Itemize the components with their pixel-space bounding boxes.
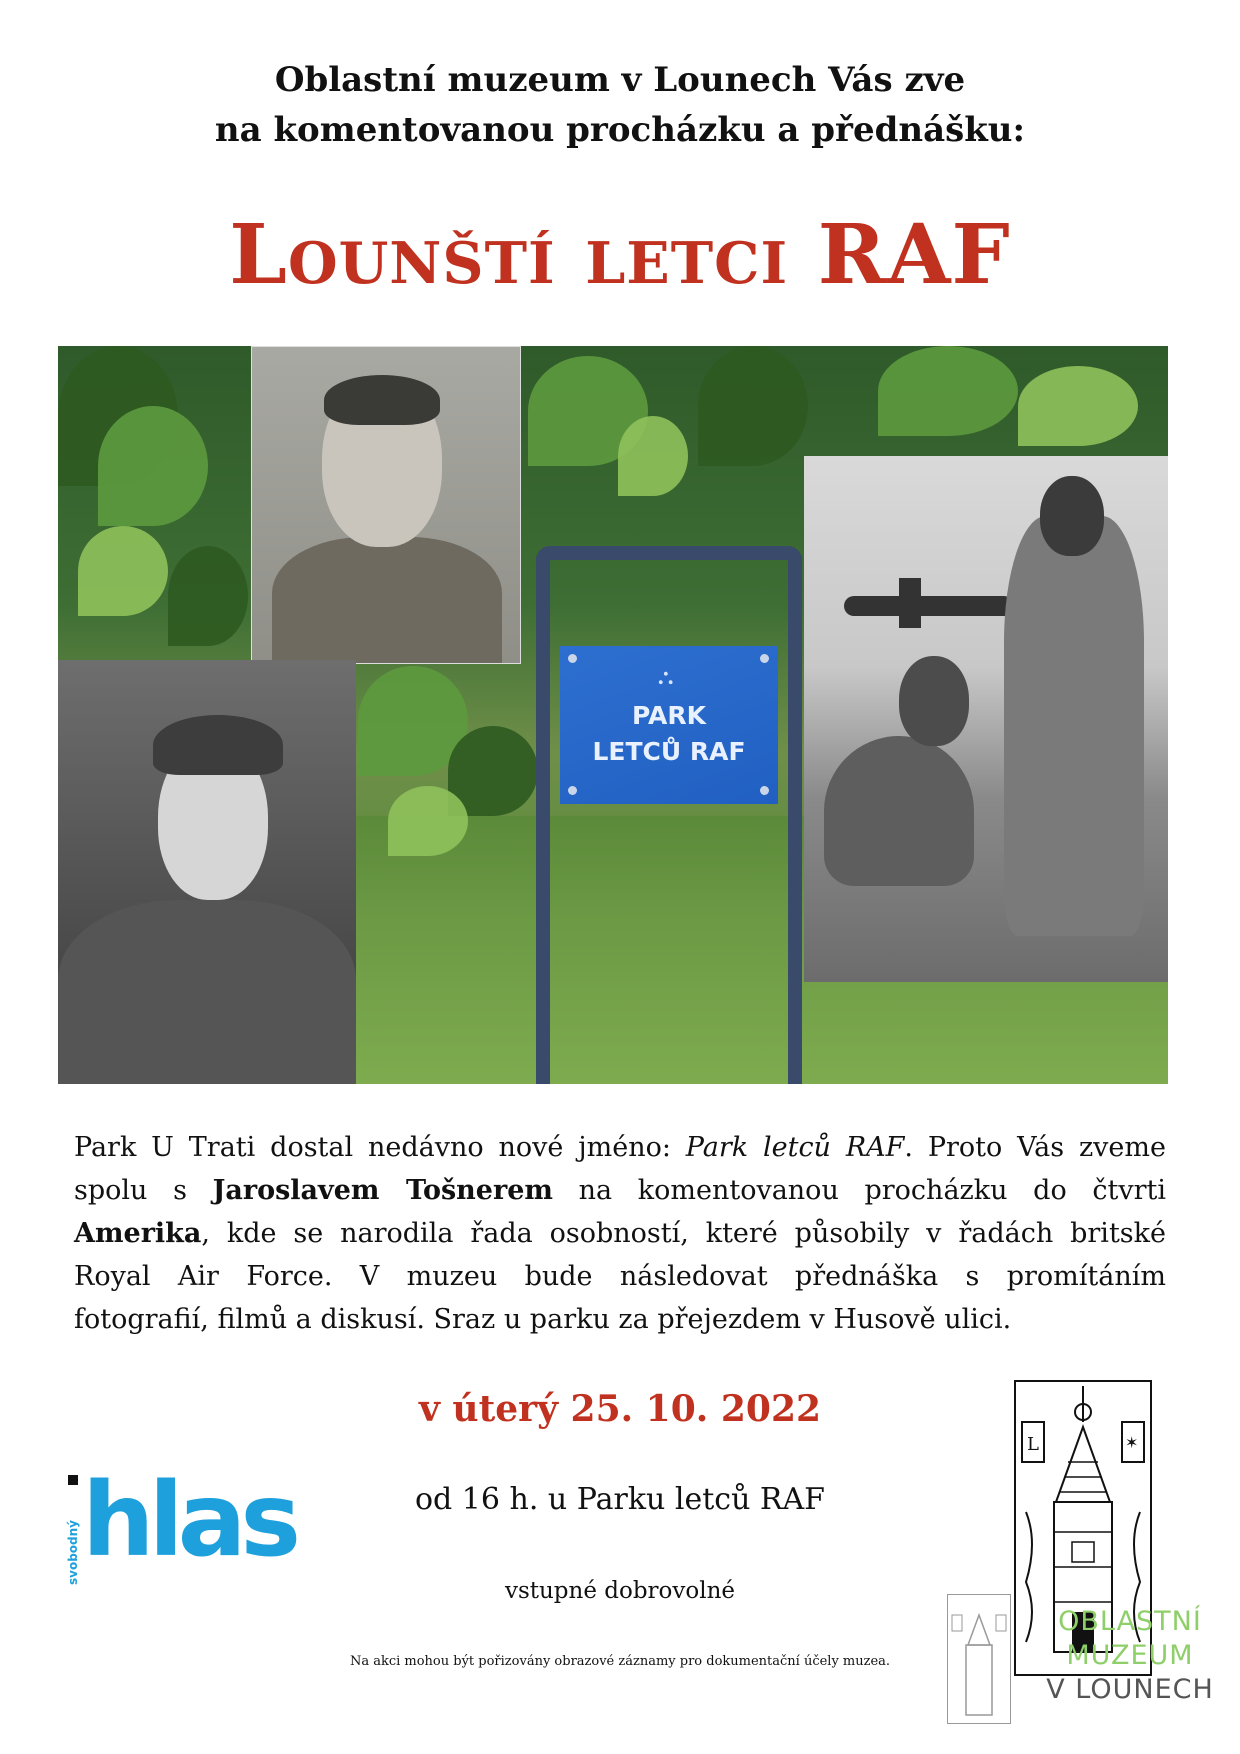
svobodny-hlas-logo	[66, 1461, 328, 1591]
park-name-italic: Park letců RAF	[685, 1132, 905, 1163]
entry-fee: vstupné dobrovolné	[504, 1578, 736, 1604]
district-name: Amerika	[74, 1218, 202, 1249]
description-line: Royal Air Force. V muzeu bude následovat přednáška s promítáním	[74, 1261, 1166, 1292]
invitation-line-2: na komentovanou procházku a přednášku:	[214, 110, 1026, 150]
invitation-heading	[0, 55, 1240, 155]
invitation-line-1: Oblastní muzeum v Lounech Vás zve	[274, 60, 966, 100]
logo-side-text: svobodný	[66, 1520, 80, 1585]
description-line: fotografií, filmů a diskusí. Sraz u parku za přejezdem v Husově ulici.	[74, 1304, 1012, 1335]
description-line: Park U Trati dostal nedávno nové jméno: Park letců RAF. Proto Vás zveme	[74, 1132, 1166, 1163]
event-description	[74, 1126, 1166, 1341]
museum-logo-emblem	[947, 1594, 1011, 1724]
event-date: v úterý 25. 10. 2022	[418, 1388, 822, 1430]
photo-notice: Na akci mohou být pořizovány obrazové záznamy pro dokumentační účely muzea.	[349, 1654, 891, 1669]
event-time-place: od 16 h. u Parku letců RAF	[415, 1482, 825, 1517]
svg-text:✶: ✶	[1125, 1433, 1139, 1452]
museum-name-line-2: MUZEUM	[1066, 1640, 1194, 1671]
logo-mark-icon	[68, 1475, 78, 1485]
museum-name-line-3: V LOUNECH	[1046, 1674, 1214, 1705]
description-line: Amerika, kde se narodila řada osobností, které působily v řadách britské	[74, 1218, 1166, 1249]
photo-collage	[58, 346, 1168, 1084]
park-sign-line-2: LETCŮ RAF	[592, 737, 746, 766]
description-line: spolu s Jaroslavem Tošnerem na komentovanou procházku do čtvrti	[74, 1175, 1166, 1206]
event-title: Lounští letci RAF	[229, 207, 1011, 303]
museum-tower-icon	[948, 1595, 1010, 1723]
logo-word: hlas	[82, 1461, 296, 1580]
museum-name-line-1: OBLASTNÍ	[1058, 1606, 1202, 1637]
park-sign-line-1: PARK	[632, 701, 706, 730]
park-sign	[560, 646, 778, 804]
portrait-photo-airman	[58, 660, 356, 1084]
guide-name: Jaroslavem Tošnerem	[212, 1175, 553, 1206]
city-logo-icon: ⛬	[658, 665, 674, 690]
portrait-photo-officer	[251, 346, 521, 664]
museum-name	[1040, 1605, 1220, 1707]
svg-text:L: L	[1027, 1434, 1039, 1455]
photo-pilot-with-dog	[804, 456, 1168, 982]
